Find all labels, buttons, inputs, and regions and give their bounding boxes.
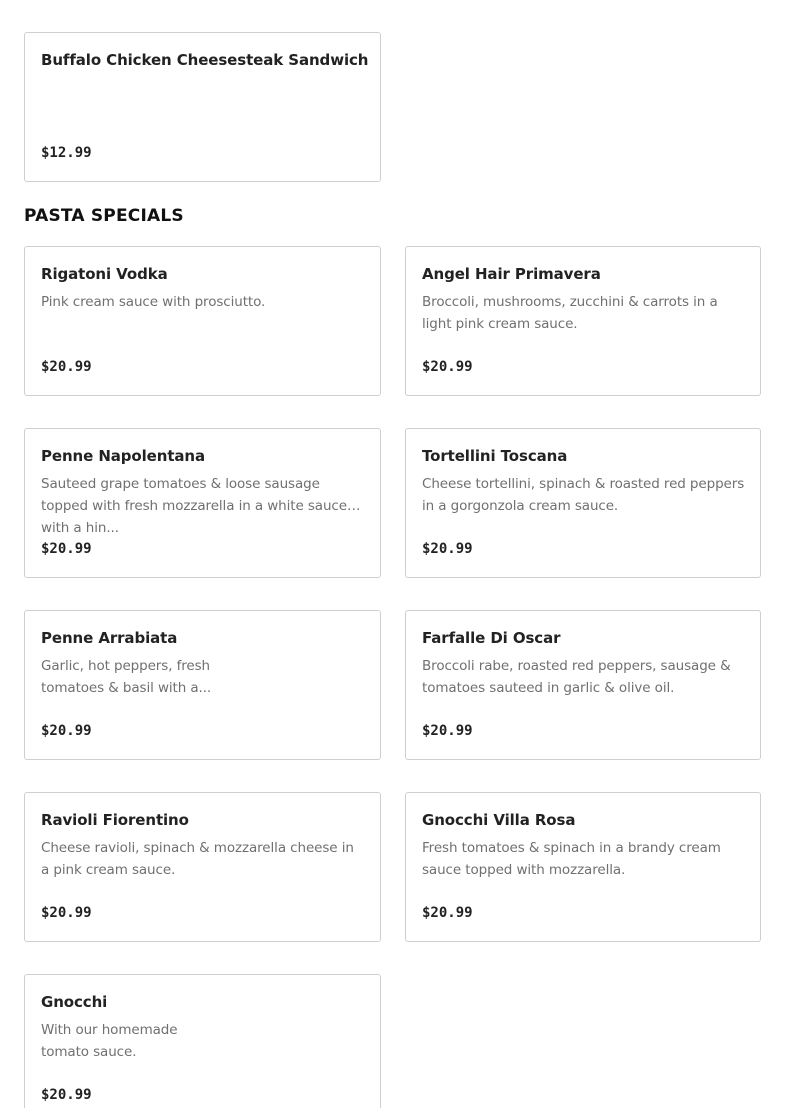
menu-item-name: Penne Arrabiata [41, 629, 178, 647]
menu-item-name: Buffalo Chicken Cheesesteak Sandwich [41, 51, 369, 69]
menu-item-description: Broccoli, mushrooms, zucchini & carrots in a light pink cream sauce. [422, 294, 718, 332]
menu-item-price: $20.99 [41, 723, 92, 739]
menu-item-name: Angel Hair Primavera [422, 265, 601, 283]
menu-item-description: With our homemade tomato sauce. [41, 1022, 178, 1060]
menu-item-name: Penne Napolentana [41, 447, 206, 465]
menu-item-card[interactable] [24, 792, 381, 942]
menu-item-description: Garlic, hot peppers, fresh tomatoes & basil with a... [41, 658, 212, 696]
menu-item-name: Gnocchi Villa Rosa [422, 811, 576, 829]
menu-item-card[interactable] [24, 974, 381, 1108]
menu-item-price: $20.99 [422, 905, 473, 921]
menu-item-card[interactable] [24, 246, 381, 396]
menu-item-description: Cheese ravioli, spinach & mozzarella cheese in a pink cream sauce. [41, 840, 354, 878]
menu-item-description: Cheese tortellini, spinach & roasted red peppers in a gorgonzola cream sauce. [422, 476, 745, 514]
menu-item-name: Rigatoni Vodka [41, 265, 168, 283]
menu-item-price: $20.99 [422, 723, 473, 739]
menu-item-description: Pink cream sauce with prosciutto. [41, 294, 266, 310]
section-title: PASTA SPECIALS [24, 206, 184, 226]
menu-item-price: $12.99 [41, 145, 92, 161]
menu-item-card[interactable] [405, 246, 761, 396]
menu-item-card[interactable] [24, 610, 381, 760]
menu-item-name: Tortellini Toscana [422, 447, 568, 465]
menu-item-card[interactable] [405, 792, 761, 942]
menu-item-name: Gnocchi [41, 993, 108, 1011]
menu-item-card[interactable] [24, 428, 381, 578]
menu-item-name: Ravioli Fiorentino [41, 811, 189, 829]
menu-item-price: $20.99 [41, 1087, 92, 1103]
menu-item-price: $20.99 [41, 359, 92, 375]
menu-item-description: Fresh tomatoes & spinach in a brandy cream sauce topped with mozzarella. [422, 840, 721, 878]
menu-item-price: $20.99 [41, 905, 92, 921]
menu-item-card[interactable] [24, 32, 381, 182]
menu-item-price: $20.99 [41, 541, 92, 557]
menu-item-name: Farfalle Di Oscar [422, 629, 561, 647]
menu-item-price: $20.99 [422, 359, 473, 375]
menu-item-description: Sauteed grape tomatoes & loose sausage topped with fresh mozzarella in a white sauce with a hin... [41, 476, 347, 536]
menu-item-card[interactable] [405, 610, 761, 760]
menu-item-description: Broccoli rabe, roasted red peppers, sausage & tomatoes sauteed in garlic & olive oil. [422, 658, 731, 696]
menu-item-price: $20.99 [422, 541, 473, 557]
menu-item-card[interactable] [405, 428, 761, 578]
